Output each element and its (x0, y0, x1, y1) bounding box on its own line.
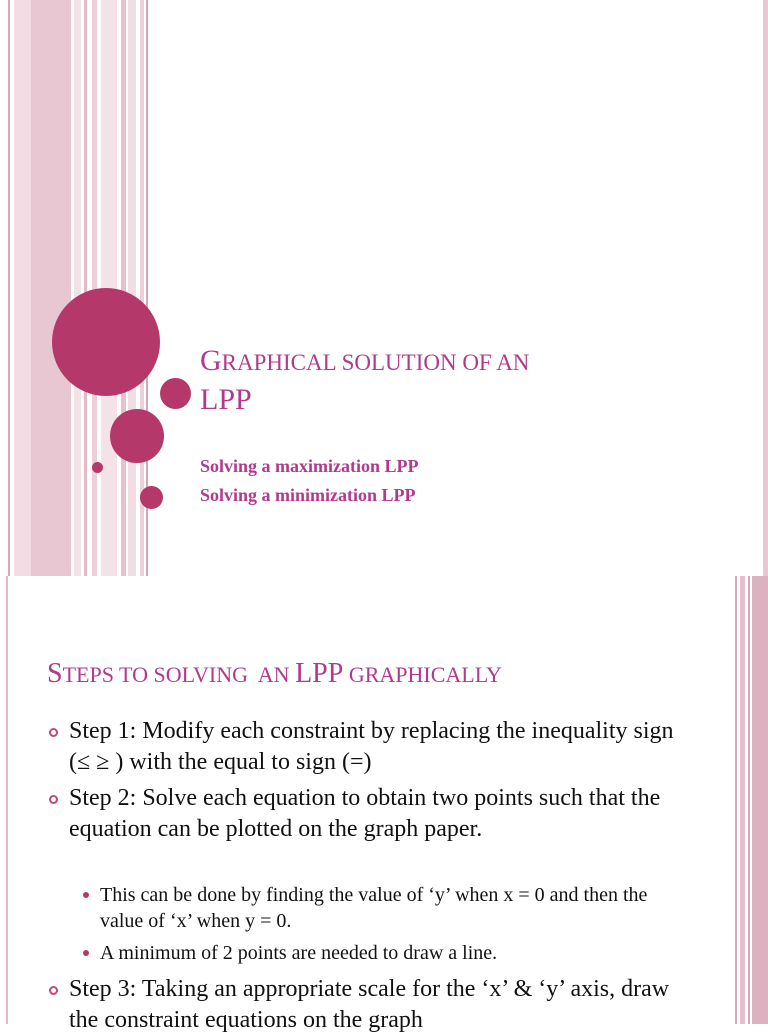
decor-stripe (740, 576, 745, 1024)
subtitle-minimization: Solving a minimization LPP (200, 485, 416, 505)
decor-stripe (31, 0, 71, 576)
decor-circle-small (160, 378, 191, 409)
decor-stripe (74, 0, 81, 576)
hollow-bullet-icon (49, 795, 58, 804)
bullet-step-2: Step 2: Solve each equation to obtain two points such that the equation can be plotted on the graph paper. (69, 783, 689, 845)
decor-stripe (6, 576, 8, 1024)
decor-circle-small (140, 486, 163, 509)
decor-stripe (735, 576, 737, 1024)
decor-stripe (763, 0, 768, 576)
dot-bullet-icon (83, 892, 89, 898)
decor-stripe (121, 0, 126, 576)
decor-circle-medium (110, 409, 164, 463)
decor-stripe (14, 0, 31, 576)
decor-circle-tiny (92, 462, 103, 473)
slide-title: GRAPHICAL SOLUTION OF AN LPP (200, 344, 530, 416)
decor-stripe (128, 0, 136, 576)
sub-bullet-1: This can be done by finding the value of ‘y’ when x = 0 and then the value of ‘x’ when y = 0. (100, 882, 680, 934)
slide2-title: STEPS TO SOLVING AN LPP GRAPHICALLY (47, 658, 502, 689)
bullet-step-3: Step 3: Taking an appropriate scale for the ‘x’ & ‘y’ axis, draw the constraint equations on the graph (69, 974, 689, 1036)
decor-circle-large (52, 288, 160, 396)
subtitle-maximization: Solving a maximization LPP (200, 456, 419, 476)
title-smallcaps: RAPHICAL SOLUTION OF AN (221, 350, 530, 375)
dot-bullet-icon (83, 950, 89, 956)
hollow-bullet-icon (49, 986, 58, 995)
decor-stripe (8, 0, 10, 576)
decor-stripe (748, 576, 750, 1024)
decor-stripe (752, 576, 768, 1024)
sub-bullet-2: A minimum of 2 points are needed to draw a line. (100, 940, 680, 966)
decor-stripe (84, 0, 87, 576)
title-line2: LPP (200, 383, 252, 416)
bullet-step-1: Step 1: Modify each constraint by replacing the inequality sign (≤ ≥ ) with the equal to sign (=) (69, 716, 689, 778)
hollow-bullet-icon (49, 728, 58, 737)
